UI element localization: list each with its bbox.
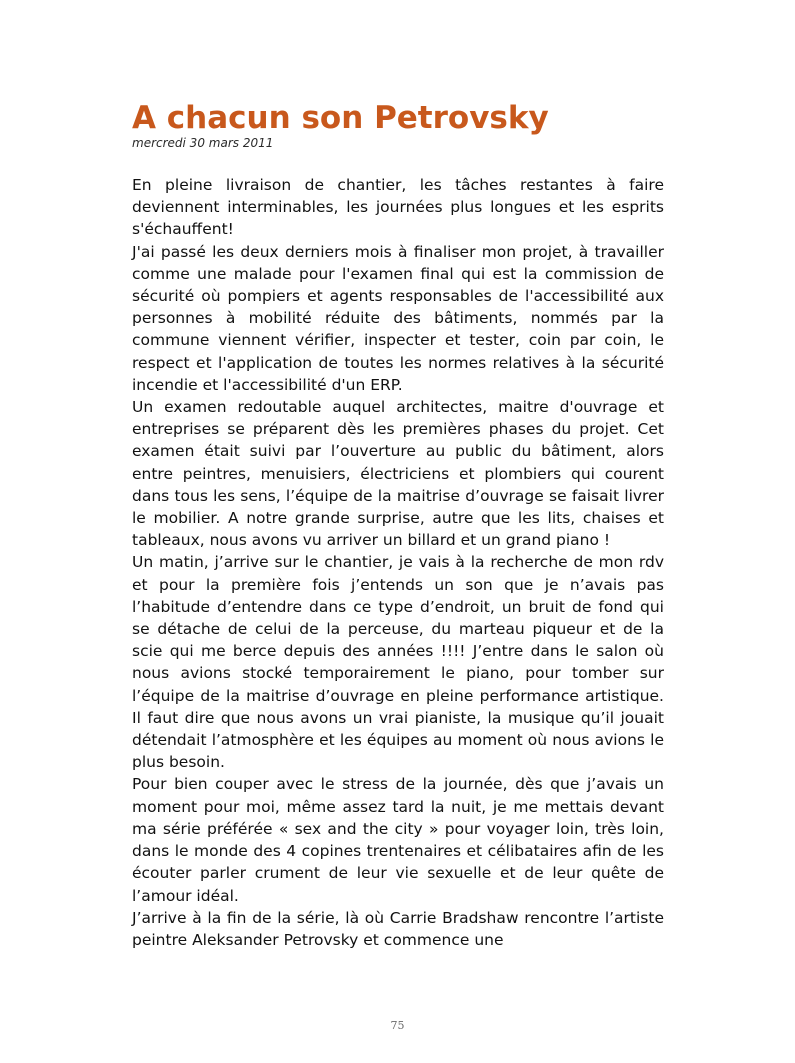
paragraph: Un examen redoutable auquel architectes, maitre d'ouvrage et entreprises se préparent dès les premières phases du projet. Cet examen était suivi par l’ouverture au public du bâtiment, alors entre peintres, menuisiers, électriciens et plombiers qui courent dans tous les sens, l’équipe de la maitrise d’ouvrage se faisait livrer le mobilier. A notre grande surprise, autre que les lits, chaises et tableaux, nous avons vu arriver un billard et un grand piano ! xyxy=(132,398,664,550)
article-body xyxy=(132,174,664,951)
article-title: A chacun son Petrovsky xyxy=(132,100,549,136)
paragraph: Un matin, j’arrive sur le chantier, je vais à la recherche de mon rdv et pour la première fois j’entends un son que je n’avais pas l’habitude d’entendre dans ce type d’endroit, un bruit de fond qui se détache de celui de la perceuse, du marteau piqueur et de la scie qui me berce depuis des années !!!! J’entre dans le salon où nous avions stocké temporairement le piano, pour tomber sur l’équipe de la maitrise d’ouvrage en pleine performance artistique. Il faut dire que nous avons un vrai pianiste, la musique qu’il jouait détendait l’atmosphère et les équipes au moment où nous avions le plus besoin. xyxy=(132,553,664,772)
page-number: 75 xyxy=(390,1019,405,1032)
article-date: mercredi 30 mars 2011 xyxy=(132,136,274,150)
paragraph: Pour bien couper avec le stress de la journée, dès que j’avais un moment pour moi, même assez tard la nuit, je me mettais devant ma série préférée « sex and the city » pour voyager loin, très loin, dans le monde des 4 copines trentenaires et célibataires afin de les écouter parler crument de leur vie sexuelle et de leur quête de l’amour idéal. xyxy=(132,775,664,905)
paragraph: J'ai passé les deux derniers mois à finaliser mon projet, à travailler comme une malade pour l'examen final qui est la commission de sécurité où pompiers et agents responsables de l'accessibilité aux personnes à mobilité réduite des bâtiments, nommés par la commune viennent vérifier, inspecter et tester, coin par coin, le respect et l'application de toutes les normes relatives à la sécurité incendie et l'accessibilité d'un ERP. xyxy=(132,242,664,394)
paragraph: J’arrive à la fin de la série, là où Carrie Bradshaw rencontre l’artiste peintre Aleksander Petrovsky et commence une xyxy=(132,908,664,949)
paragraph: En pleine livraison de chantier, les tâches restantes à faire deviennent interminables, les journées plus longues et les esprits s'échauffent! xyxy=(132,176,664,239)
